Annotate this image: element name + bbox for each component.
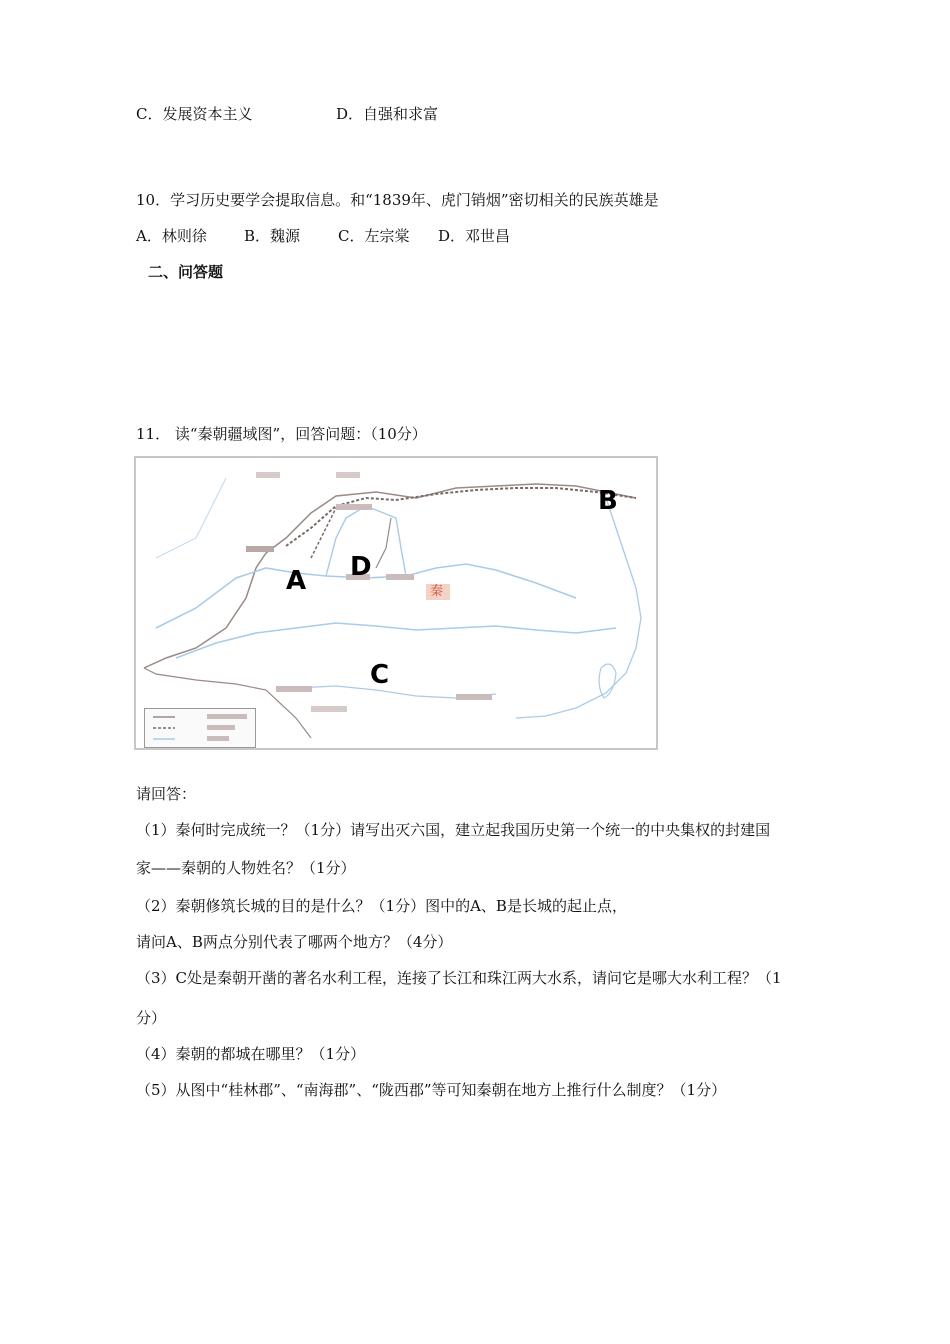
qin-territory-map: [134, 456, 658, 750]
q10-option-b: B．魏源: [244, 227, 301, 245]
map-drawing: [136, 458, 656, 748]
answer-prompt: 请回答：: [136, 785, 197, 803]
q11-sub-2a: （2）秦朝修筑长城的目的是什么？（1分）图中的A、B是长城的起止点，: [136, 897, 627, 915]
q11-sub-1a: （1）秦何时完成统一？（1分）请写出灭六国，建立起我国历史第一个统一的中央集权的封建国: [136, 821, 771, 839]
q9-option-c: C．发展资本主义: [136, 105, 253, 123]
q11-sub-4: （4）秦朝的都城在哪里？（1分）: [136, 1045, 366, 1063]
map-point-c: C: [370, 660, 390, 690]
q9-option-d: D．自强和求富: [336, 105, 439, 123]
q11-sub-5: （5）从图中“桂林郡”、“南海郡”、“陇西郡”等可知秦朝在地方上推行什么制度？（1分）: [136, 1081, 727, 1099]
map-legend: [144, 708, 256, 748]
q10-option-a: A．林则徐: [136, 227, 207, 245]
q11-sub-3a: （3）C处是秦朝开凿的著名水利工程，连接了长江和珠江两大水系，请问它是哪大水利工程？（1: [136, 969, 782, 987]
q11-sub-3b: 分）: [136, 1009, 167, 1027]
q11-stem: 11． 读“秦朝疆域图”，回答问题：（10分）: [136, 425, 427, 443]
q10-option-c: C．左宗棠: [338, 227, 410, 245]
q10-option-d: D．邓世昌: [438, 227, 511, 245]
q11-sub-2b: 请问A、B两点分别代表了哪两个地方？（4分）: [136, 933, 453, 951]
q10-stem: 10．学习历史要学会提取信息。和“1839年、虎门销烟”密切相关的民族英雄是: [136, 191, 659, 209]
map-point-d: D: [350, 552, 372, 582]
map-point-a: A: [286, 566, 307, 596]
section-title: 二、问答题: [148, 263, 224, 281]
map-point-b: B: [598, 486, 618, 516]
map-center-label: 秦: [430, 584, 444, 599]
q11-sub-1b: 家——秦朝的人物姓名？（1分）: [136, 859, 356, 877]
